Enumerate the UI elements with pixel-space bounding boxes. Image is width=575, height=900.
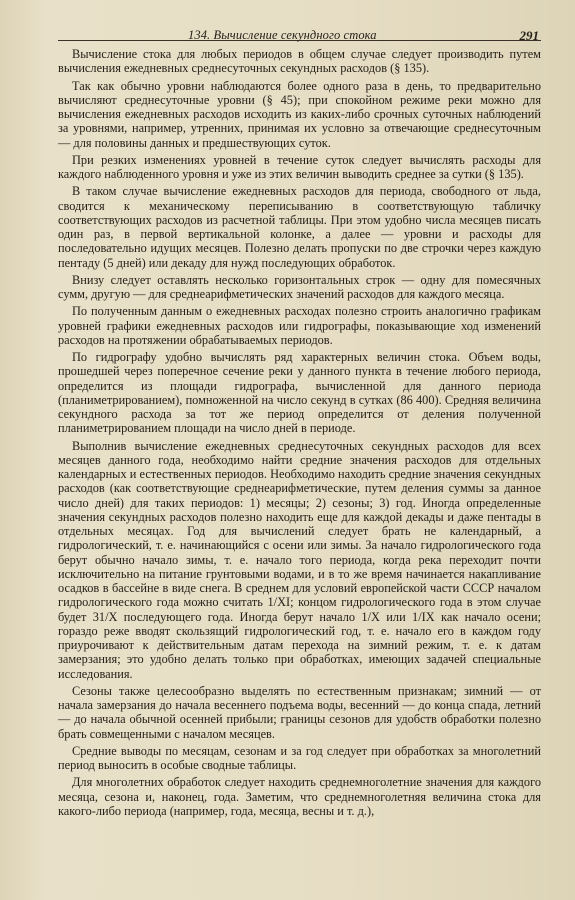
page-header [58, 0, 541, 41]
paragraph: Вычисление стока для любых периодов в общем случае следует производить путем вычисления ежедневных среднесуточных секундных расходов (§ 135). [58, 47, 541, 76]
body-text [58, 47, 541, 818]
paragraph: Средние выводы по месяцам, сезонам и за год следует при обработках за многолетний период выносить в особые сводные таблицы. [58, 743, 541, 772]
paragraph: По гидрографу удобно вычислять ряд характерных величин стока. Объем воды, прошедшей через поперечное сечение реки у данного пункта в течение любого периода, определится из площади гидрографа, вычисленной для данного периода (планиметрированием), помноженной на число секунд в сутках (86 400). Средняя величина секундного расхода за тот же период определится от деления полученной планиметрированием площади на число дней в периоде. [58, 350, 541, 436]
paragraph: При резких изменениях уровней в течение суток следует вычислять расходы для каждого наблюденного уровня и уже из этих величин выводить среднее за сутки (§ 135). [58, 152, 541, 181]
paragraph: В таком случае вычисление ежедневных расходов для периода, свободного от льда, сводится к механическому переписыванию в соответствующую табличку соответствующих расходов из расчетной таблицы. При этом удобно числа месяцев писать один раз, в первой вертикальной колонке, а далее — уровни и расходы для последовательно идущих месяцев. Полезно делать пропуски по две строчки через каждую пентаду (5 дней) или декаду для нужд последующих обработок. [58, 184, 541, 270]
paragraph: Выполнив вычисление ежедневных среднесуточных секундных расходов для всех месяцев данного года, необходимо найти средние значения расходов для отдельных календарных и естественных периодов. Необходимо находить средние значения секундных расходов (как соответствующие среднеарифметические, путем деления суммы за данное число дней) для таких периодов: 1) месяцы; 2) сезоны; 3) год. Иногда определенные значения секундных расходов полезно находить еще для каждой декады и даже пентады в отдельных месяцах. Год для вычислений следует брать не календарный, а гидрологический, т. е. начинающийся с осени или зимы. За начало гидрологического года берут обычно начало зимы, т. е. начало того периода, когда река переходит почти исключительно на питание грунтовыми водами, и в то же время начинается накапливание осадков в бассейне в виде снега. В среднем для условий европейской части СССР началом гидрологического года можно считать 1/XI; концом гидрологического года в этом случае будет 31/X последующего года. Иногда берут начало 1/X или 1/IX как начало осени; гораздо реже вводят скользящий гидрологический год, т. е. начало его в каждом году приурочивают к действительным датам перехода на зимний режим, т. е. к датам замерзания; это удобно делать только при обработках, имеющих задачей специальные исследования. [58, 438, 541, 681]
page-number: 291 [519, 28, 539, 43]
paragraph: Так как обычно уровни наблюдаются более одного раза в день, то предварительно вычисляют среднесуточные уровни (§ 45); при спокойном режиме реки можно для вычисления ежедневных расходов исходить из каких-либо срочных суточных наблюдений за уровнями, например, утренних, принимая их условно за отвечающие среднесуточным — для половины данных и предшествующих суток. [58, 78, 541, 150]
paragraph: Внизу следует оставлять несколько горизонтальных строк — одну для помесячных сумм, другую — для среднеарифметических значений расходов для каждого месяца. [58, 272, 541, 301]
paragraph: Для многолетних обработок следует находить среднемноголетние значения для каждого месяца, сезона и, наконец, года. Заметим, что среднемноголетняя величина стока для какого-либо периода (например, года, месяца, весны и т. д.), [58, 775, 541, 818]
running-head: 134. Вычисление секундного стока [188, 28, 377, 42]
paragraph: По полученным данным о ежедневных расходах полезно строить аналогично графикам уровней графики ежедневных расходов или гидрографы, показывающие ход изменений расходов на протяжении обрабатываемых периодов. [58, 304, 541, 347]
paragraph: Сезоны также целесообразно выделять по естественным признакам; зимний — от начала замерзания до начала весеннего подъема воды, весенний — до конца спада, летний — до начала обычной осенней прибыли; границы сезонов для удобств обработки полезно брать совмещенными с началом месяцев. [58, 683, 541, 741]
